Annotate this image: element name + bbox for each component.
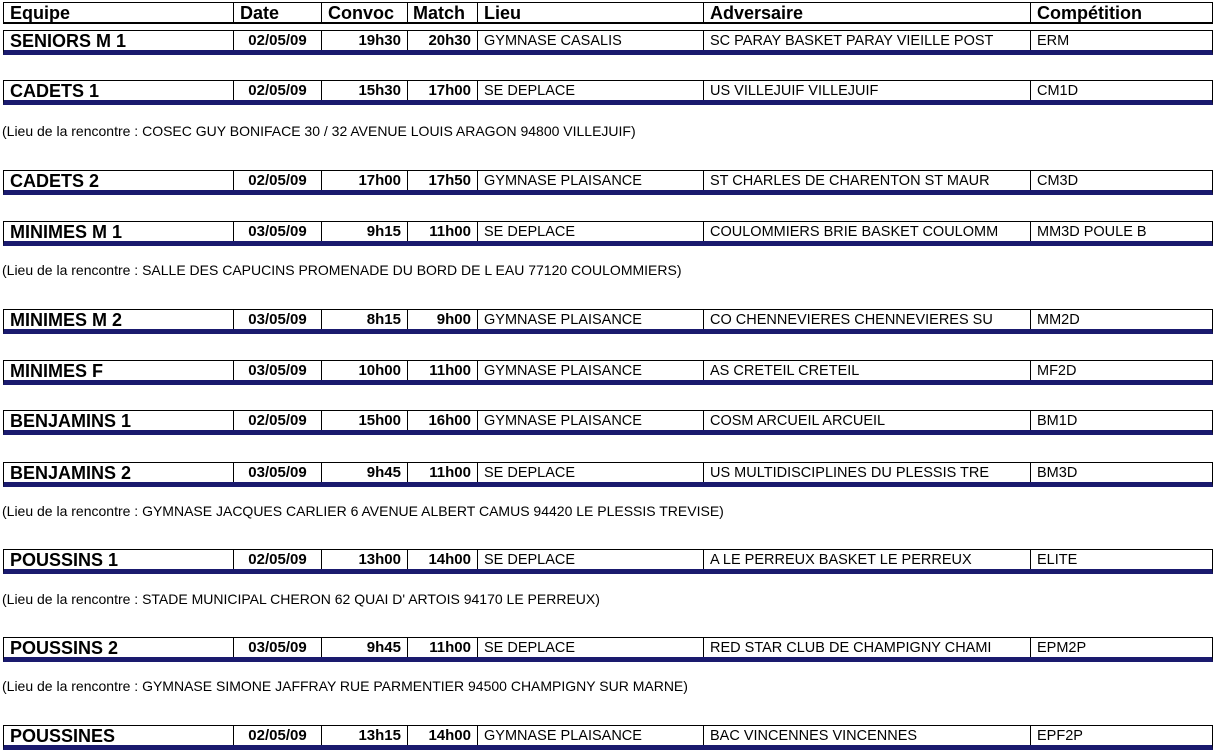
venue: SE DEPLACE [478,638,704,657]
competition: CM1D [1037,83,1079,99]
competition: BM3D [1037,465,1078,481]
opponent: COULOMMIERS BRIE BASKET COULOMM [704,222,1031,241]
convoc-time: 9h15 [322,222,408,241]
opponent: CO CHENNEVIERES CHENNEVIERES SU [704,310,1031,329]
team-name: CADETS 2 [4,171,234,190]
team-name: BENJAMINS 1 [4,411,234,430]
team-name: POUSSINES [4,726,234,745]
table-row [3,170,1213,195]
match-time: 11h00 [408,222,478,241]
team-name: SENIORS M 1 [4,31,234,50]
convoc-time: 15h30 [322,81,408,100]
venue: GYMNASE PLAISANCE [478,310,704,329]
venue: GYMNASE PLAISANCE [478,411,704,430]
table-row [3,462,1213,487]
match-date: 02/05/09 [234,411,322,430]
match-time: 16h00 [408,411,478,430]
venue-note: (Lieu de la rencontre : STADE MUNICIPAL CHERON 62 QUAI D' ARTOIS 94170 LE PERREUX) [2,591,600,607]
table-row [3,221,1213,246]
team-name: CADETS 1 [4,81,234,100]
convoc-time: 8h15 [322,310,408,329]
team-name: BENJAMINS 2 [4,463,234,482]
match-date: 03/05/09 [234,361,322,380]
table-row [3,309,1213,334]
match-date: 03/05/09 [234,638,322,657]
venue: SE DEPLACE [478,550,704,569]
table-row [3,410,1213,435]
convoc-time: 17h00 [322,171,408,190]
venue: SE DEPLACE [478,222,704,241]
match-time: 9h00 [408,310,478,329]
convoc-time: 9h45 [322,463,408,482]
venue: GYMNASE PLAISANCE [478,171,704,190]
team-name: MINIMES F [4,361,234,380]
match-time: 14h00 [408,550,478,569]
venue-note: (Lieu de la rencontre : COSEC GUY BONIFACE 30 / 32 AVENUE LOUIS ARAGON 94800 VILLEJUIF) [2,123,636,139]
competition: EPF2P [1037,728,1083,744]
team-name: MINIMES M 1 [4,222,234,241]
convoc-time: 15h00 [322,411,408,430]
opponent: AS CRETEIL CRETEIL [704,361,1031,380]
venue-note: (Lieu de la rencontre : GYMNASE SIMONE JAFFRAY RUE PARMENTIER 94500 CHAMPIGNY SUR MARNE) [2,678,688,694]
match-date: 02/05/09 [234,31,322,50]
header-lieu: Lieu [478,3,704,22]
venue-note: (Lieu de la rencontre : GYMNASE JACQUES CARLIER 6 AVENUE ALBERT CAMUS 94420 LE PLESSIS TREVISE) [2,503,724,519]
competition: CM3D [1037,173,1079,189]
table-row [3,30,1213,55]
venue: SE DEPLACE [478,81,704,100]
match-time: 14h00 [408,726,478,745]
match-time: 11h00 [408,638,478,657]
convoc-time: 19h30 [322,31,408,50]
table-row [3,637,1213,662]
match-date: 03/05/09 [234,310,322,329]
match-time: 11h00 [408,463,478,482]
convoc-time: 9h45 [322,638,408,657]
opponent: ST CHARLES DE CHARENTON ST MAUR [704,171,1031,190]
venue: GYMNASE PLAISANCE [478,726,704,745]
convoc-time: 13h15 [322,726,408,745]
match-date: 02/05/09 [234,726,322,745]
match-time: 17h00 [408,81,478,100]
table-row [3,360,1213,385]
competition: EPM2P [1037,640,1087,656]
opponent: US VILLEJUIF VILLEJUIF [704,81,1031,100]
competition: BM1D [1037,413,1078,429]
header-equipe: Equipe [4,3,234,22]
match-date: 03/05/09 [234,222,322,241]
convoc-time: 10h00 [322,361,408,380]
header-convoc: Convoc [322,3,408,22]
opponent: US MULTIDISCIPLINES DU PLESSIS TRE [704,463,1031,482]
header-match: Match [408,3,478,22]
convoc-time: 13h00 [322,550,408,569]
opponent: BAC VINCENNES VINCENNES [704,726,1031,745]
team-name: POUSSINS 1 [4,550,234,569]
competition: MF2D [1037,363,1077,379]
match-time: 11h00 [408,361,478,380]
opponent: SC PARAY BASKET PARAY VIEILLE POST [704,31,1031,50]
match-date: 03/05/09 [234,463,322,482]
venue: GYMNASE PLAISANCE [478,361,704,380]
team-name: MINIMES M 2 [4,310,234,329]
table-header [3,2,1213,24]
header-date: Date [234,3,322,22]
match-time: 17h50 [408,171,478,190]
competition: MM2D [1037,312,1080,328]
venue: SE DEPLACE [478,463,704,482]
match-date: 02/05/09 [234,550,322,569]
table-row [3,80,1213,105]
header-competition: Compétition [1037,3,1142,22]
competition: MM3D POULE B [1037,224,1147,240]
header-adversaire: Adversaire [704,3,1031,22]
opponent: RED STAR CLUB DE CHAMPIGNY CHAMI [704,638,1031,657]
competition: ERM [1037,33,1070,49]
match-time: 20h30 [408,31,478,50]
opponent: COSM ARCUEIL ARCUEIL [704,411,1031,430]
match-date: 02/05/09 [234,171,322,190]
table-row [3,725,1213,750]
opponent: A LE PERREUX BASKET LE PERREUX [704,550,1031,569]
match-date: 02/05/09 [234,81,322,100]
venue: GYMNASE CASALIS [478,31,704,50]
competition: ELITE [1037,552,1078,568]
team-name: POUSSINS 2 [4,638,234,657]
table-row [3,549,1213,574]
venue-note: (Lieu de la rencontre : SALLE DES CAPUCINS PROMENADE DU BORD DE L EAU 77120 COULOMMIERS) [2,262,682,278]
